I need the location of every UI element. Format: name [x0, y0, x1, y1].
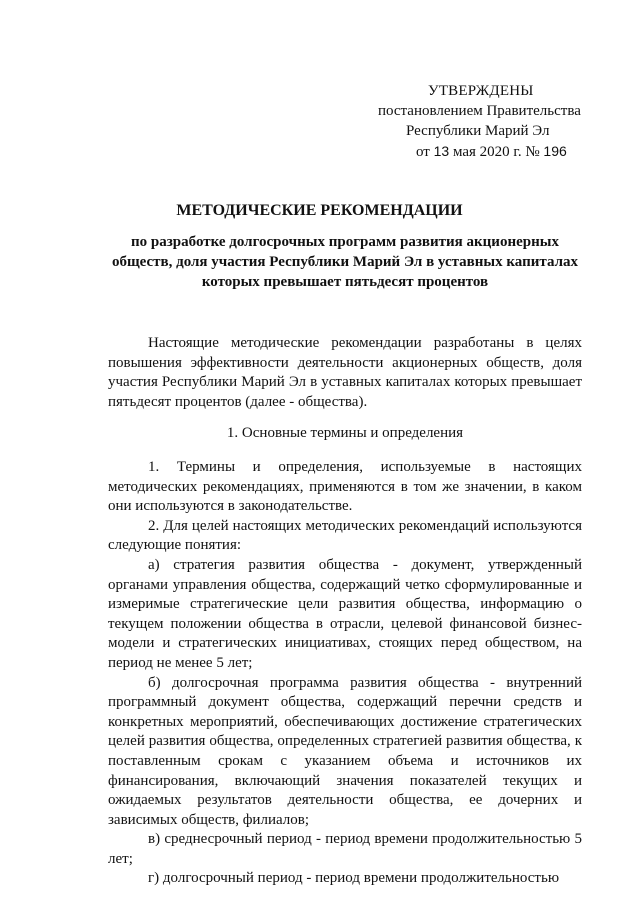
paragraph-v: в) среднесрочный период - период времени продолжительностью 5 лет; [108, 831, 582, 867]
resolution-number: 196 [543, 143, 567, 159]
document-subtitle: по разработке долгосрочных программ развития акционерных обществ, доля участия Республики Марий Эл в уставных капиталах которых превышает пятьдесят процентов [111, 234, 578, 290]
paragraph-2: 2. Для целей настоящих методических рекомендаций используются следующие понятия: [108, 517, 582, 554]
date-rest: мая 2020 г. № [452, 144, 540, 160]
section-heading: 1. Основные термины и определения [226, 425, 464, 441]
paragraph-1: 1. Термины и определения, используемые в настоящих методических рекомендациях, применяются в том же значении, в каком они используются в законодательстве. [108, 459, 582, 515]
section-body [108, 458, 582, 889]
approval-date-line [378, 141, 618, 162]
document-title: МЕТОДИЧЕСКИЕ РЕКОМЕНДАЦИИ [176, 202, 463, 219]
date-prefix: от [416, 144, 430, 160]
date-day: 13 [433, 143, 450, 159]
approval-line-republic: Республики Марий Эл [406, 123, 550, 139]
intro-section [108, 334, 582, 412]
approval-stamp [378, 81, 618, 162]
paragraph-g: г) долгосрочный период - период времени продолжительностью [148, 870, 560, 887]
paragraph-a: а) стратегия развития общества - документ, утвержденный органами управления общества, содержащий четко сформулированные и измеримые стратегические цели развития общества, информацию о текущем положении общества в отрасли, целевой финансовой бизнес-модели и стратегических инициативах, стоящих перед обществом, на период не менее 5 лет; [108, 556, 582, 671]
approval-heading: УТВЕРЖДЕНЫ [428, 83, 534, 99]
approval-line-resolution: постановлением Правительства [378, 103, 581, 119]
intro-paragraph: Настоящие методические рекомендации разработаны в целях повышения эффективности деятельности акционерных обществ, доля участия Республики Марий Эл в уставных капиталах которых превышает пятьдесят процентов (далее - общества). [108, 335, 582, 410]
paragraph-b: б) долгосрочная программа развития общества - внутренний программный документ общества, содержащий перечни средств и конкретных мероприятий, обеспечивающих достижение стратегических целей развития общества, определенных стратегией развития общества, к поставленным срокам с указанием объема и источников их финансирования, включающий значения показателей текущих и ожидаемых результатов деятельности общества, ее дочерних и зависимых обществ, филиалов; [108, 674, 582, 828]
